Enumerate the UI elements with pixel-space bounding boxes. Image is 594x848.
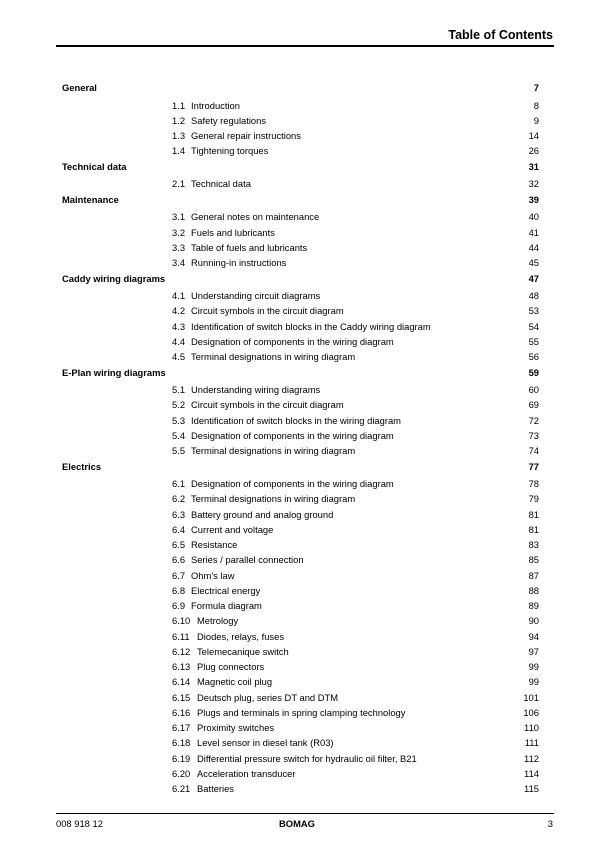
footer-page-number: 3 xyxy=(547,818,553,829)
section-page-number: 26 xyxy=(528,145,539,157)
section-title: Tightening torques xyxy=(191,145,269,157)
toc-section[interactable] xyxy=(0,584,594,598)
toc-section[interactable] xyxy=(0,414,594,428)
section-number: 5.1 xyxy=(172,384,186,395)
section-page-number: 9 xyxy=(533,114,539,126)
section-page-number: 32 xyxy=(528,178,539,190)
section-number: 1.2 xyxy=(172,114,186,126)
toc-chapter[interactable] xyxy=(0,160,594,174)
section-title: Designation of components in the wiring diagram xyxy=(191,478,394,489)
section-page-number: 112 xyxy=(524,752,539,764)
section-number: 6.21 xyxy=(172,783,191,794)
section-title: Proximity switches xyxy=(197,722,275,733)
section-number: 6.2 xyxy=(172,493,186,505)
toc-chapter[interactable] xyxy=(0,81,594,95)
section-title: Identification of switch blocks in the Caddy wiring diagram xyxy=(191,320,431,332)
toc-section[interactable] xyxy=(0,630,594,644)
section-title: Deutsch plug, series DT and DTM xyxy=(197,691,339,703)
toc-section[interactable] xyxy=(0,114,594,128)
toc-section[interactable] xyxy=(0,767,594,781)
section-number: 4.2 xyxy=(172,305,186,317)
section-title: Telemecanique switch xyxy=(197,645,289,657)
section-number: 5.4 xyxy=(172,429,186,441)
toc-section[interactable] xyxy=(0,256,594,270)
section-page-number: 115 xyxy=(524,783,539,794)
section-page-number: 54 xyxy=(528,320,539,332)
section-number: 6.7 xyxy=(172,569,186,581)
section-title: General repair instructions xyxy=(191,130,301,141)
section-title: Understanding circuit diagrams xyxy=(191,290,321,301)
section-page-number: 85 xyxy=(528,554,539,566)
section-title: Table of fuels and lubricants xyxy=(191,241,308,253)
section-page-number: 60 xyxy=(528,384,539,395)
section-number: 3.4 xyxy=(172,257,186,268)
section-number: 1.4 xyxy=(172,145,186,157)
section-number: 6.4 xyxy=(172,523,186,535)
section-title: Electrical energy xyxy=(191,584,261,596)
section-number: 6.1 xyxy=(172,478,186,489)
section-number: 5.3 xyxy=(172,414,186,426)
section-page-number: 101 xyxy=(523,691,539,703)
section-title: Diodes, relays, fuses xyxy=(197,630,285,642)
section-page-number: 78 xyxy=(528,478,539,489)
section-page-number: 83 xyxy=(528,539,539,550)
toc-section[interactable] xyxy=(0,444,594,458)
chapter-title: Electrics xyxy=(62,460,102,472)
section-number: 6.12 xyxy=(172,645,191,657)
section-page-number: 72 xyxy=(528,414,539,426)
section-number: 6.17 xyxy=(172,722,191,733)
page-header-title: Table of Contents xyxy=(448,28,553,42)
section-title: Resistance xyxy=(191,539,238,550)
section-number: 2.1 xyxy=(172,178,186,190)
footer-divider xyxy=(56,813,554,814)
section-number: 6.16 xyxy=(172,706,191,718)
section-title: Running-in instructions xyxy=(191,257,287,268)
section-number: 6.14 xyxy=(172,676,191,688)
chapter-title: E-Plan wiring diagrams xyxy=(62,366,166,378)
section-title: Designation of components in the wiring diagram xyxy=(191,429,394,441)
section-page-number: 111 xyxy=(524,737,539,749)
section-number: 4.1 xyxy=(172,290,186,301)
toc-section[interactable] xyxy=(0,675,594,689)
section-title: General notes on maintenance xyxy=(191,211,320,223)
toc-chapter[interactable] xyxy=(0,193,594,207)
section-page-number: 94 xyxy=(528,630,539,642)
toc-section[interactable] xyxy=(0,398,594,412)
section-title: Circuit symbols in the circuit diagram xyxy=(191,305,344,317)
section-number: 5.5 xyxy=(172,445,186,456)
section-number: 5.2 xyxy=(172,399,186,411)
section-title: Plug connectors xyxy=(197,661,265,672)
section-page-number: 97 xyxy=(528,645,539,657)
toc-section[interactable] xyxy=(0,523,594,537)
toc-section[interactable] xyxy=(0,782,594,796)
toc-section[interactable] xyxy=(0,383,594,397)
chapter-page-number: 59 xyxy=(528,366,539,378)
section-page-number: 48 xyxy=(528,290,539,301)
section-title: Magnetic coil plug xyxy=(197,676,273,688)
toc-section[interactable] xyxy=(0,645,594,659)
section-number: 6.3 xyxy=(172,508,186,520)
toc-section[interactable] xyxy=(0,569,594,583)
section-number: 4.4 xyxy=(172,335,186,347)
toc-chapter[interactable] xyxy=(0,272,594,286)
section-number: 6.13 xyxy=(172,661,191,672)
toc-section[interactable] xyxy=(0,429,594,443)
section-number: 6.8 xyxy=(172,584,186,596)
section-title: Introduction xyxy=(191,99,240,111)
chapter-title: Maintenance xyxy=(62,193,119,205)
toc-section[interactable] xyxy=(0,289,594,303)
section-title: Plugs and terminals in spring clamping technology xyxy=(197,706,406,718)
toc-section[interactable] xyxy=(0,706,594,720)
chapter-page-number: 77 xyxy=(528,460,539,472)
toc-section[interactable] xyxy=(0,614,594,628)
toc-section[interactable] xyxy=(0,508,594,522)
chapter-title: General xyxy=(62,82,97,93)
section-number: 6.6 xyxy=(172,554,186,566)
section-page-number: 89 xyxy=(528,600,539,611)
section-title: Designation of components in the wiring diagram xyxy=(191,335,394,347)
section-page-number: 56 xyxy=(528,351,539,362)
section-number: 6.10 xyxy=(172,615,191,627)
section-title: Identification of switch blocks in the wiring diagram xyxy=(191,414,401,426)
section-number: 6.9 xyxy=(172,600,186,611)
toc-section[interactable] xyxy=(0,553,594,567)
toc-section[interactable] xyxy=(0,210,594,224)
section-number: 3.1 xyxy=(172,211,186,223)
section-title: Level sensor in diesel tank (R03) xyxy=(197,737,334,749)
toc-chapter[interactable] xyxy=(0,460,594,474)
toc-section[interactable] xyxy=(0,304,594,318)
toc-section[interactable] xyxy=(0,736,594,750)
chapter-page-number: 39 xyxy=(528,193,539,205)
section-page-number: 88 xyxy=(528,584,539,596)
section-title: Terminal designations in wiring diagram xyxy=(191,351,356,362)
toc-section[interactable] xyxy=(0,177,594,191)
section-title: Understanding wiring diagrams xyxy=(191,384,321,395)
section-title: Circuit symbols in the circuit diagram xyxy=(191,399,344,411)
section-number: 6.11 xyxy=(172,630,190,642)
toc-section[interactable] xyxy=(0,350,594,364)
chapter-title: Technical data xyxy=(62,160,127,172)
section-page-number: 90 xyxy=(528,615,539,627)
section-title: Safety regulations xyxy=(191,114,267,126)
section-page-number: 87 xyxy=(528,569,539,581)
toc-chapter[interactable] xyxy=(0,366,594,380)
section-page-number: 81 xyxy=(528,508,539,520)
section-page-number: 44 xyxy=(528,241,539,253)
toc-section[interactable] xyxy=(0,129,594,143)
toc-section[interactable] xyxy=(0,660,594,674)
toc-section[interactable] xyxy=(0,691,594,705)
section-page-number: 73 xyxy=(528,429,539,441)
section-number: 6.5 xyxy=(172,539,186,550)
section-page-number: 110 xyxy=(524,722,539,733)
section-title: Terminal designations in wiring diagram xyxy=(191,445,356,456)
toc-section[interactable] xyxy=(0,538,594,552)
toc-section[interactable] xyxy=(0,752,594,766)
section-page-number: 55 xyxy=(528,335,539,347)
toc-section[interactable] xyxy=(0,99,594,113)
toc-section[interactable] xyxy=(0,144,594,158)
section-page-number: 8 xyxy=(533,99,539,111)
section-page-number: 69 xyxy=(528,399,539,411)
section-page-number: 45 xyxy=(528,257,539,268)
section-page-number: 81 xyxy=(528,523,539,535)
section-page-number: 53 xyxy=(528,305,539,317)
section-number: 6.15 xyxy=(172,691,191,703)
section-title: Acceleration transducer xyxy=(197,767,296,779)
section-number: 3.2 xyxy=(172,226,186,238)
section-page-number: 99 xyxy=(528,661,539,672)
section-title: Battery ground and analog ground xyxy=(191,508,334,520)
section-page-number: 106 xyxy=(523,706,539,718)
footer-brand: BOMAG xyxy=(279,818,315,829)
toc-section[interactable] xyxy=(0,226,594,240)
section-number: 6.20 xyxy=(172,767,191,779)
chapter-page-number: 31 xyxy=(528,160,539,172)
toc-section[interactable] xyxy=(0,492,594,506)
section-page-number: 40 xyxy=(528,211,539,223)
header-divider xyxy=(56,45,554,47)
chapter-page-number: 7 xyxy=(533,82,539,93)
section-title: Batteries xyxy=(197,783,234,794)
section-number: 4.5 xyxy=(172,351,186,362)
section-number: 4.3 xyxy=(172,320,186,332)
footer-doc-number: 008 918 12 xyxy=(56,818,103,829)
toc-section[interactable] xyxy=(0,320,594,334)
section-title: Fuels and lubricants xyxy=(191,226,275,238)
section-page-number: 41 xyxy=(528,226,539,238)
toc-section[interactable] xyxy=(0,241,594,255)
section-title: Technical data xyxy=(191,178,251,190)
section-title: Series / parallel connection xyxy=(191,554,304,566)
section-number: 3.3 xyxy=(172,241,186,253)
section-title: Formula diagram xyxy=(191,600,262,611)
section-page-number: 74 xyxy=(528,445,539,456)
section-title: Current and voltage xyxy=(191,523,274,535)
chapter-title: Caddy wiring diagrams xyxy=(62,272,166,284)
chapter-page-number: 47 xyxy=(528,272,539,284)
section-page-number: 79 xyxy=(528,493,539,505)
section-title: Ohm's law xyxy=(191,569,235,581)
toc-section[interactable] xyxy=(0,599,594,613)
toc-section[interactable] xyxy=(0,335,594,349)
section-page-number: 114 xyxy=(524,767,539,779)
toc-section[interactable] xyxy=(0,721,594,735)
section-page-number: 14 xyxy=(528,130,539,141)
section-number: 1.1 xyxy=(172,99,186,111)
toc-section[interactable] xyxy=(0,477,594,491)
section-page-number: 99 xyxy=(528,676,539,688)
section-title: Metrology xyxy=(197,615,239,627)
section-number: 1.3 xyxy=(172,130,186,141)
section-title: Differential pressure switch for hydraulic oil filter, B21 xyxy=(197,752,417,764)
section-number: 6.19 xyxy=(172,752,191,764)
section-title: Terminal designations in wiring diagram xyxy=(191,493,356,505)
section-number: 6.18 xyxy=(172,737,191,749)
